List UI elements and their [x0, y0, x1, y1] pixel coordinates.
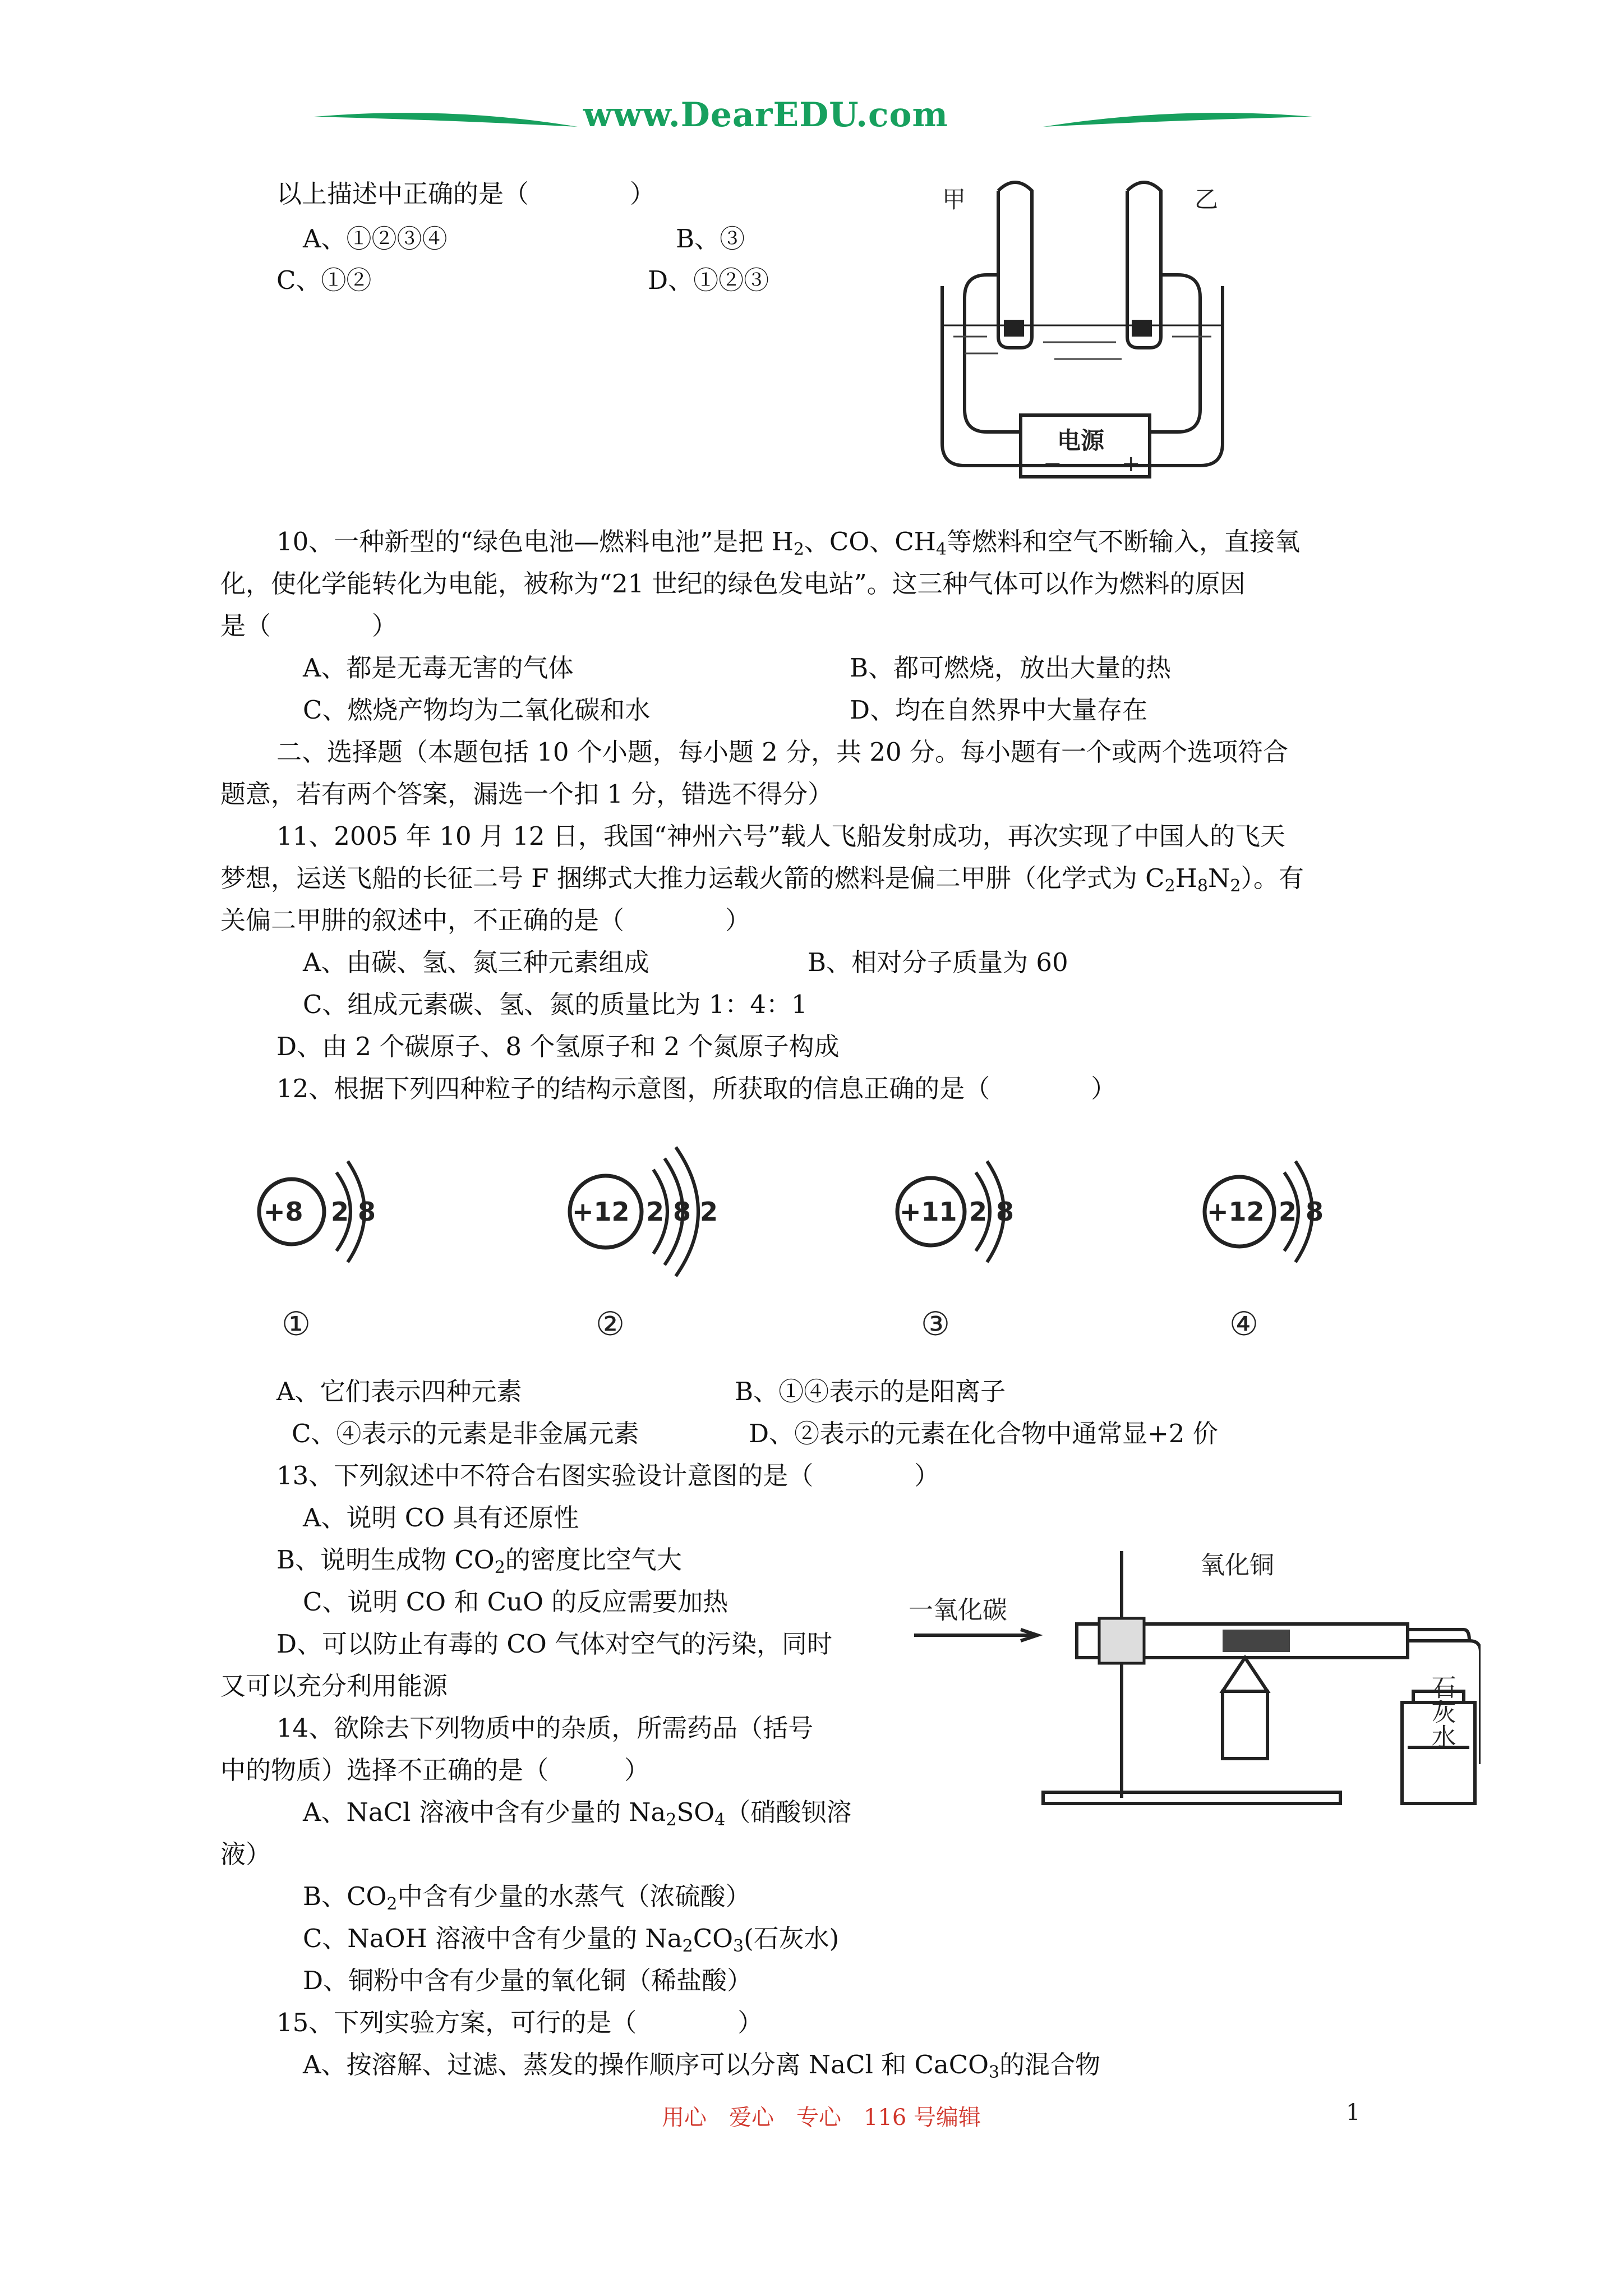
atom-4-number: ④: [1229, 1305, 1258, 1343]
site-url: www.DearEDU.com: [583, 95, 949, 135]
fig-label-yi: 乙: [1195, 186, 1219, 213]
q15-prompt: 15、下列实验方案，可行的是（ ）: [276, 2008, 763, 2037]
q10-line3: 是（ ）: [220, 611, 398, 641]
q14-option-d: D、铜粉中含有少量的氧化铜（稀盐酸）: [303, 1966, 753, 1995]
atom-2: [570, 1147, 718, 1343]
atom-3-shells: 2 8: [969, 1197, 1015, 1227]
atom-2-shells: 2 8 2: [646, 1197, 718, 1227]
q10-option-a: A、都是无毒无害的气体: [303, 653, 574, 683]
q11-line1: 11、2005 年 10 月 12 日，我国“神州六号”载人飞船发射成功，再次实现了中国人的飞天: [276, 821, 1285, 851]
atom-2-nucleus: +12: [572, 1197, 630, 1227]
q13-option-c: C、说明 CO 和 CuO 的反应需要加热: [303, 1587, 728, 1617]
q9-option-b: B、③: [676, 224, 745, 254]
q13-option-a: A、说明 CO 具有还原性: [303, 1503, 579, 1533]
q14-option-c: C、NaOH 溶液中含有少量的 $Na_2CO_3$(石灰水): [303, 1924, 840, 1956]
footer-text: 用心 爱心 专心 116 号编辑: [662, 2105, 981, 2131]
atom-diagrams: [236, 1122, 1329, 1358]
atom-1: [259, 1161, 376, 1343]
atom-1-shells: 2 8: [331, 1197, 376, 1227]
q14-line1: 14、欲除去下列物质中的杂质，所需药品（括号: [276, 1713, 814, 1743]
page-number: 1: [1346, 2100, 1361, 2125]
co-reduction-apparatus: [909, 1540, 1481, 1809]
atom-1-number: ①: [282, 1305, 311, 1343]
q11-option-a: A、由碳、氢、氮三种元素组成: [303, 947, 649, 977]
q10-line2: 化，使化学能转化为电能，被称为“21 世纪的绿色发电站”。这三种气体可以作为燃料的原因: [220, 569, 1246, 599]
q10-option-b: B、都可燃烧，放出大量的热: [850, 653, 1172, 683]
q11-line2: 梦想，运送飞船的长征二号 F 捆绑式大推力运载火箭的燃料是偏二甲肼（化学式为 $C_2H_8N_2$）。有: [220, 863, 1304, 896]
fig-label-limewater: 石灰水: [1427, 1674, 1456, 1749]
q12-option-c: C、④表示的元素是非金属元素: [292, 1419, 639, 1448]
q12-option-a: A、它们表示四种元素: [276, 1377, 522, 1406]
fig-label-jia: 甲: [942, 186, 966, 213]
q14-option-b: B、$CO_2$中含有少量的水蒸气（浓硫酸）: [303, 1881, 751, 1914]
q11-line3: 关偏二甲肼的叙述中，不正确的是（ ）: [220, 905, 751, 935]
section2-line2: 题意，若有两个答案，漏选一个扣 1 分，错选不得分）: [220, 779, 833, 809]
q10-line1: 10、一种新型的“绿色电池—燃料电池”是把 $H_2$、CO、$CH_4$等燃料和空气不断输入，直接氧: [276, 527, 1301, 559]
q9-option-d: D、①②③: [648, 265, 769, 295]
q14-option-a: A、NaCl 溶液中含有少量的 $Na_2SO_4$（硝酸钡溶: [303, 1797, 852, 1830]
q9-prompt: 以上描述中正确的是（ ）: [276, 179, 656, 209]
atom-4-shells: 2 8: [1279, 1197, 1324, 1227]
atom-3: [897, 1161, 1014, 1343]
q13-option-d-line1: D、可以防止有毒的 CO 气体对空气的污染，同时: [276, 1629, 833, 1659]
q12-prompt: 12、根据下列四种粒子的结构示意图，所获取的信息正确的是（ ）: [276, 1074, 1117, 1103]
q13-option-d-line2: 又可以充分利用能源: [220, 1671, 448, 1701]
q12-option-d: D、②表示的元素在化合物中通常显+2 价: [749, 1419, 1218, 1448]
q13-option-b: B、说明生成物 $CO_2$的密度比空气大: [276, 1545, 682, 1577]
q11-option-c: C、组成元素碳、氢、氮的质量比为 1：4：1: [303, 990, 808, 1019]
fig-label-plus: +: [1122, 451, 1141, 477]
fig-label-power: 电源: [1057, 427, 1105, 454]
q12-option-b: B、①④表示的是阳离子: [735, 1377, 1006, 1406]
q9-option-a: A、①②③④: [303, 224, 448, 254]
atom-4: [1205, 1161, 1324, 1343]
q14-option-a-cont: 液）: [220, 1839, 271, 1869]
atom-3-number: ③: [921, 1305, 950, 1343]
q10-option-c: C、燃烧产物均为二氧化碳和水: [303, 695, 651, 725]
fig-label-co: 一氧化碳: [909, 1596, 1007, 1625]
electrolysis-figure: [931, 174, 1234, 488]
fig-label-cuo: 氧化铜: [1200, 1551, 1274, 1580]
q10-option-d: D、均在自然界中大量存在: [850, 695, 1148, 725]
q13-prompt: 13、下列叙述中不符合右图实验设计意图的是（ ）: [276, 1461, 940, 1490]
atom-3-nucleus: +11: [900, 1197, 957, 1227]
atom-2-number: ②: [596, 1305, 625, 1343]
q14-line2: 中的物质）选择不正确的是（ ）: [220, 1755, 650, 1785]
atom-4-nucleus: +12: [1207, 1197, 1265, 1227]
q15-option-a: A、按溶解、过滤、蒸发的操作顺序可以分离 NaCl 和 CaCO$_3$的混合物: [303, 2050, 1101, 2082]
q9-option-c: C、①②: [276, 265, 372, 295]
q11-option-d: D、由 2 个碳原子、8 个氢原子和 2 个氮原子构成: [276, 1032, 840, 1061]
atom-1-nucleus: +8: [264, 1197, 303, 1227]
q11-option-b: B、相对分子质量为 60: [808, 947, 1068, 977]
section2-line1: 二、选择题（本题包括 10 个小题，每小题 2 分，共 20 分。每小题有一个或两个选项符合: [276, 737, 1288, 767]
fig-label-minus: −: [1043, 451, 1062, 477]
